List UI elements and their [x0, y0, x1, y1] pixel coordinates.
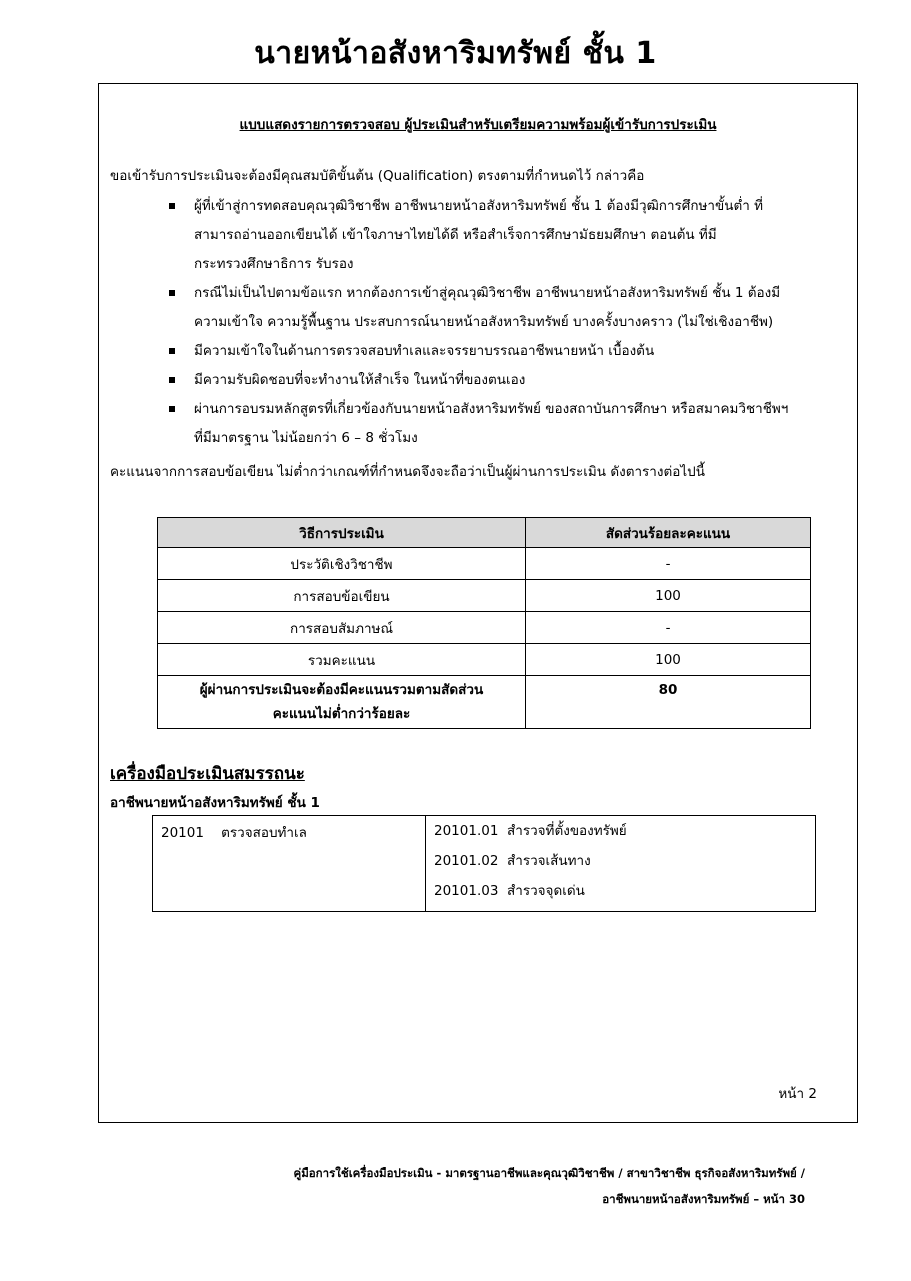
- units-table: [152, 815, 816, 912]
- method-cell: การสอบข้อเขียน: [158, 580, 526, 612]
- column-header: วิธีการประเมิน: [158, 518, 526, 548]
- qualification-item: มีความรับผิดชอบที่จะทำงานให้สำเร็จ ในหน้าที่ของตนเอง: [169, 366, 809, 395]
- tool-subheading: อาชีพนายหน้าอสังหาริมทรัพย์ ชั้น 1: [110, 795, 320, 811]
- pass-criteria-label: ผู้ผ่านการประเมินจะต้องมีคะแนนรวมตามสัดส่วน คะแนนไม่ต่ำกว่าร้อยละ: [158, 676, 526, 729]
- score-note: คะแนนจากการสอบข้อเขียน ไม่ต่ำกว่าเกณฑ์ที่กำหนดจึงจะถือว่าเป็นผู้ผ่านการประเมิน ดังตารางต่อไปนี้: [110, 464, 705, 480]
- method-cell: ประวัติเชิงวิชาชีพ: [158, 548, 526, 580]
- footer-line: อาชีพนายหน้าอสังหาริมทรัพย์ – หน้า 30: [602, 1192, 805, 1206]
- bullet-icon: [169, 203, 175, 209]
- form-heading: แบบแสดงรายการตรวจสอบ ผู้ประเมินสำหรับเตรียมความพร้อมผู้เข้ารับการประเมิน: [239, 117, 717, 133]
- content-frame: [98, 83, 858, 1123]
- bullet-icon: [169, 348, 175, 354]
- table-row: [158, 644, 811, 676]
- pass-criteria-value: 80: [526, 676, 811, 729]
- table-header-row: [158, 518, 811, 548]
- table-row: [153, 816, 816, 912]
- page-number: หน้า 2: [778, 1086, 817, 1102]
- percent-cell: 100: [526, 644, 811, 676]
- percent-cell: -: [526, 612, 811, 644]
- intro-text: ขอเข้ารับการประเมินจะต้องมีคุณสมบัติขั้นต้น (Qualification) ตรงตามที่กำหนดไว้ กล่าวคือ: [110, 168, 645, 184]
- element-item: 20101.02 สำรวจเส้นทาง: [434, 853, 591, 869]
- footer-line: คู่มือการใช้เครื่องมือประเมิน - มาตรฐานอาชีพและคุณวุฒิวิชาชีพ / สาขาวิชาชีพ ธุรกิจอสังหาริมทรัพย์ /: [293, 1166, 805, 1180]
- unit-cell: 20101 ตรวจสอบทำเล: [153, 816, 426, 912]
- tool-heading: เครื่องมือประเมินสมรรถนะ: [110, 764, 305, 784]
- bullet-icon: [169, 290, 175, 296]
- elements-cell: [426, 816, 816, 912]
- qualification-list: [169, 192, 809, 453]
- table-row: [158, 580, 811, 612]
- bullet-icon: [169, 406, 175, 412]
- column-header: สัดส่วนร้อยละคะแนน: [526, 518, 811, 548]
- table-row: [158, 548, 811, 580]
- percent-cell: -: [526, 548, 811, 580]
- qualification-item: ผู้ที่เข้าสู่การทดสอบคุณวุฒิวิชาชีพ อาชีพนายหน้าอสังหาริมทรัพย์ ชั้น 1 ต้องมีวุฒิการศึกษาขั้นต่ำ ที่ สามารถอ่านออกเขียนได้ เข้าใจภาษาไทยได้ดี หรือสำเร็จการศึกษามัธยมศึกษา ตอนต้น ที่มี กระทรวงศึกษาธิการ รับรอง: [169, 192, 809, 279]
- page-title: นายหน้าอสังหาริมทรัพย์ ชั้น 1: [254, 36, 657, 71]
- qualification-item: ผ่านการอบรมหลักสูตรที่เกี่ยวข้องกับนายหน้าอสังหาริมทรัพย์ ของสถาบันการศึกษา หรือสมาคมวิชาชีพฯ ที่มีมาตรฐาน ไม่น้อยกว่า 6 – 8 ชั่วโมง: [169, 395, 809, 453]
- qualification-item: กรณีไม่เป็นไปตามข้อแรก หากต้องการเข้าสู่คุณวุฒิวิชาชีพ อาชีพนายหน้าอสังหาริมทรัพย์ ชั้น 1 ต้องมี ความเข้าใจ ความรู้พื้นฐาน ประสบการณ์นายหน้าอสังหาริมทรัพย์ บางครั้งบางคราว (ไม่ใช่เชิงอาชีพ): [169, 279, 809, 337]
- method-cell: การสอบสัมภาษณ์: [158, 612, 526, 644]
- method-cell: รวมคะแนน: [158, 644, 526, 676]
- element-item: 20101.03 สำรวจจุดเด่น: [434, 883, 585, 899]
- bullet-icon: [169, 377, 175, 383]
- pass-criteria-row: [158, 676, 811, 729]
- footer: [294, 1160, 806, 1212]
- table-row: [158, 612, 811, 644]
- element-item: 20101.01 สำรวจที่ตั้งของทรัพย์: [434, 823, 627, 839]
- score-table: [157, 517, 811, 729]
- qualification-item: มีความเข้าใจในด้านการตรวจสอบทำเลและจรรยาบรรณอาชีพนายหน้า เบื้องต้น: [169, 337, 809, 366]
- percent-cell: 100: [526, 580, 811, 612]
